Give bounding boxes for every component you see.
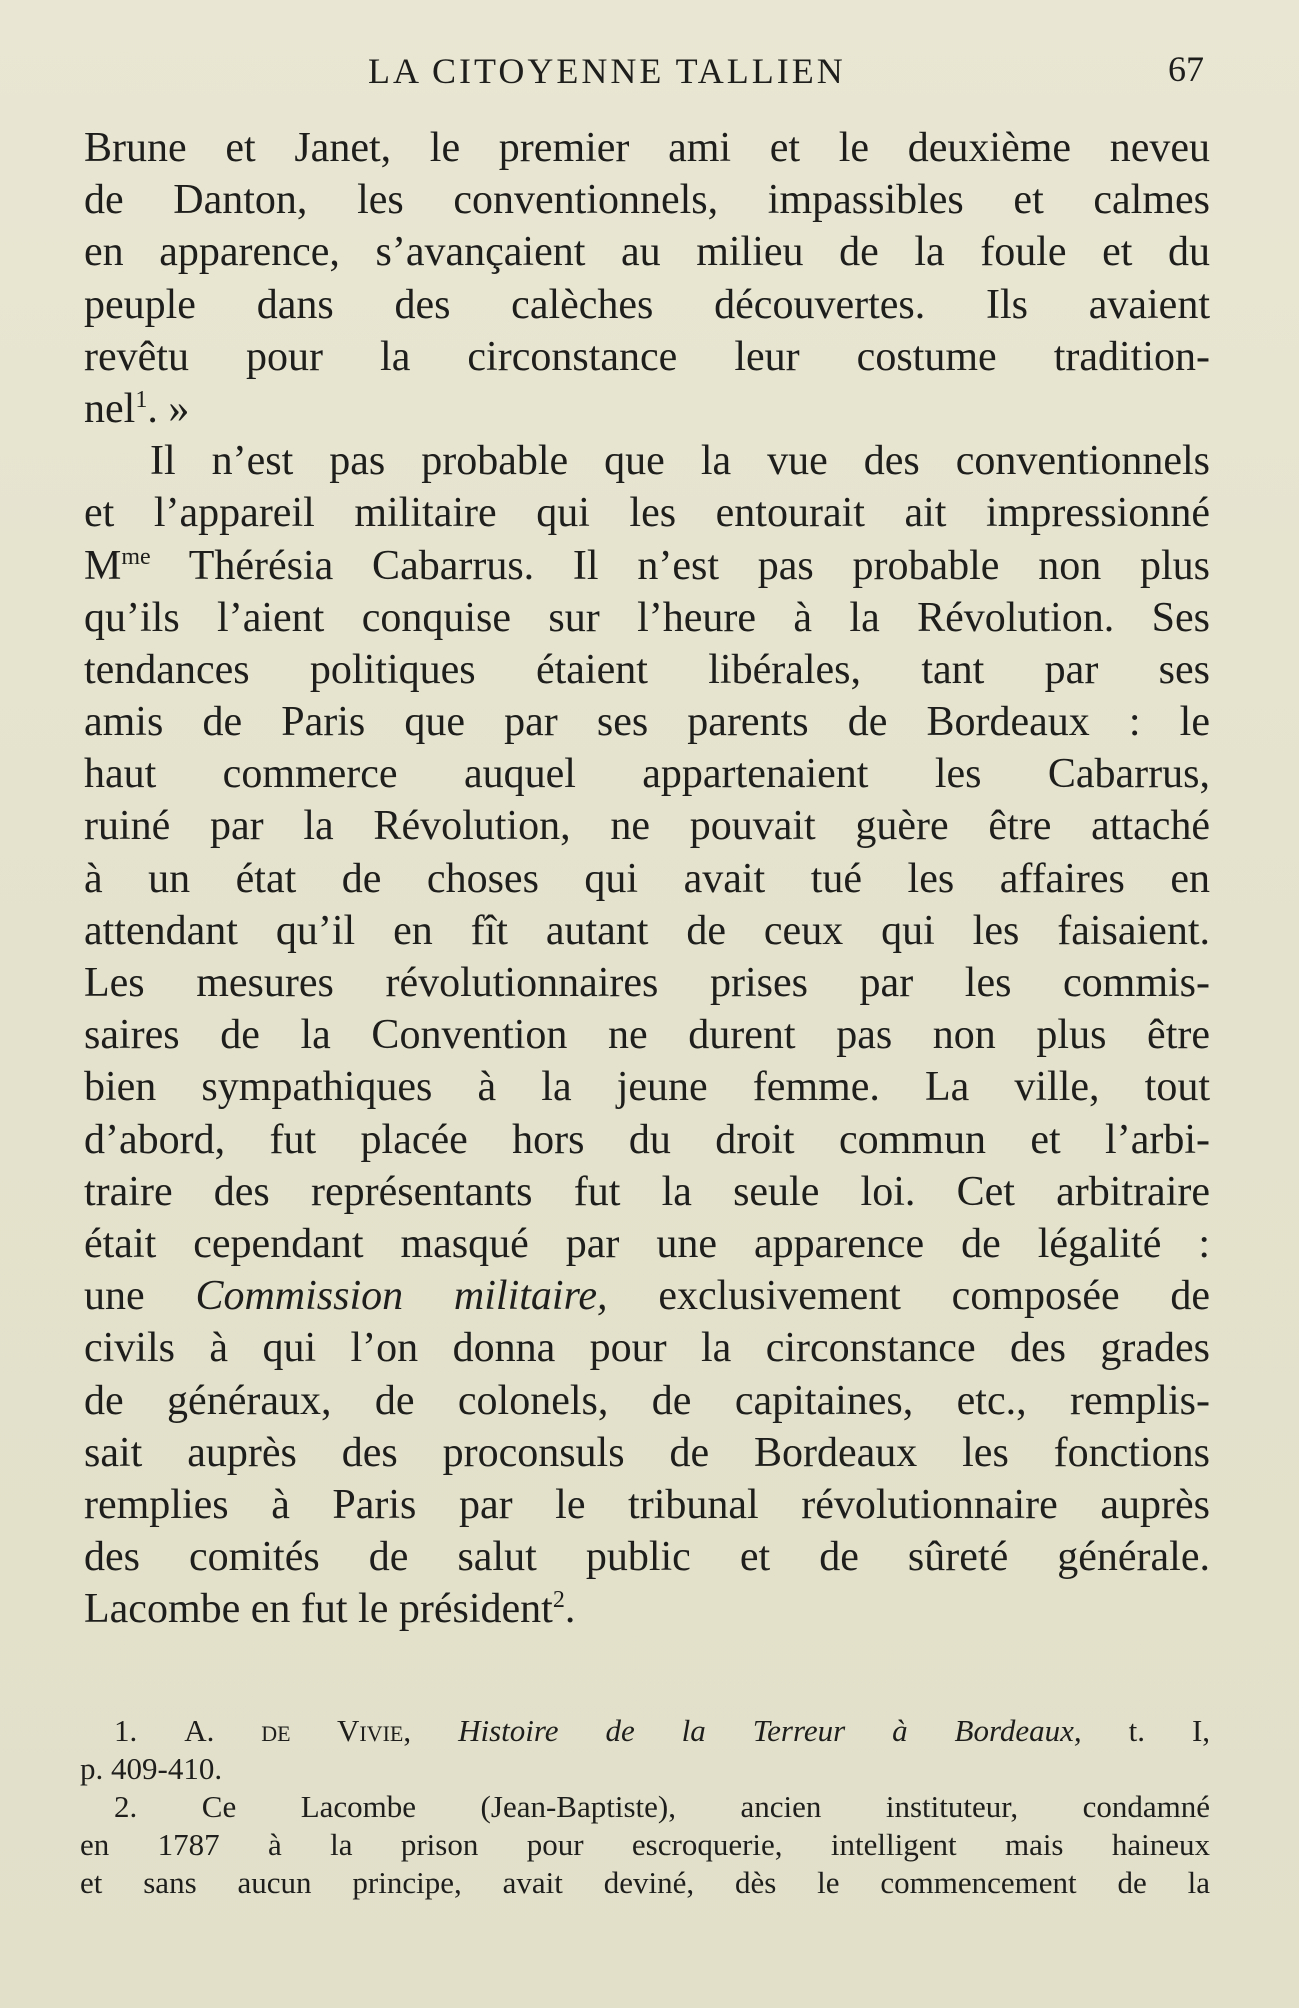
text-segment: exclusivement composée de	[658, 1273, 1211, 1320]
footnote-line: p. 409-410.	[80, 1751, 223, 1786]
footnote-line: en 1787 à la prison pour escroquerie, intelligent mais haineux	[80, 1827, 1210, 1862]
text-line: de Danton, les conventionnels, impassibles et calmes	[84, 177, 1210, 224]
text-line: revêtu pour la circonstance leur costume tradition-	[84, 333, 1210, 380]
text-line: amis de Paris que par ses parents de Bordeaux : le	[84, 699, 1210, 746]
text-segment: Lacombe en fut le président	[84, 1586, 553, 1633]
text-line: d’abord, fut placée hors du droit commun et l’arbi-	[84, 1116, 1210, 1163]
text-line: sait auprès des proconsuls de Bordeaux les fonctions	[84, 1429, 1210, 1476]
body-text	[84, 122, 1210, 1635]
text-line: ruiné par la Révolution, ne pouvait guère être attaché	[84, 803, 1210, 850]
text-line: peuple dans des calèches découvertes. Ils avaient	[84, 281, 1210, 328]
text-line: qu’ils l’aient conquise sur l’heure à la Révolution. Ses	[84, 594, 1210, 641]
text-line: en apparence, s’avançaient au milieu de la foule et du	[84, 229, 1210, 276]
text-line: de généraux, de colonels, de capitaines, etc., remplis-	[84, 1377, 1210, 1424]
text-segment: nel	[84, 385, 136, 432]
text-line: civils à qui l’on donna pour la circonstance des grades	[84, 1325, 1210, 1372]
text-line: Brune et Janet, le premier ami et le deuxième neveu	[84, 125, 1210, 171]
text-line: tendances politiques étaient libérales, tant par ses	[84, 646, 1210, 693]
text-line: saires de la Convention ne durent pas non plus être	[84, 1012, 1210, 1059]
text-line	[84, 383, 1210, 435]
text-line: Il n’est pas probable que la vue des conventionnels	[150, 438, 1210, 485]
title-abbrev: M	[84, 542, 122, 589]
text-line	[84, 1583, 1210, 1635]
text-line: attendant qu’il en fît autant de ceux qui les faisaient.	[84, 907, 1210, 954]
footnote-ref: 2	[552, 1587, 565, 1614]
text-line: remplies à Paris par le tribunal révolutionnaire auprès	[84, 1481, 1210, 1528]
text-line: à un état de choses qui avait tué les affaires en	[84, 855, 1210, 902]
italic-term: Commission militaire,	[195, 1273, 608, 1320]
footnotes	[80, 1712, 1210, 1902]
footnote-line	[80, 1712, 1210, 1750]
text-segment: une	[84, 1273, 145, 1320]
page-number: 67	[1168, 49, 1204, 89]
text-line: bien sympathiques à la jeune femme. La ville, tout	[84, 1064, 1210, 1111]
text-line: des comités de salut public et de sûreté générale.	[84, 1534, 1210, 1581]
text-line	[84, 1270, 1210, 1322]
footnote-ref: 1	[135, 386, 148, 413]
running-head	[0, 44, 1299, 94]
running-title: LA CITOYENNE TALLIEN	[368, 51, 846, 91]
footnote-line: et sans aucun principe, avait deviné, dès le commencement de la	[80, 1865, 1210, 1900]
text-line: Les mesures révolutionnaires prises par les commis-	[84, 960, 1210, 1006]
footnote-title: Histoire de la Terreur à Bordeaux,	[458, 1713, 1082, 1748]
footnote-ref-text: t. I,	[1128, 1713, 1211, 1748]
footnote-line: 2. Ce Lacombe (Jean-Baptiste), ancien instituteur, condamné	[114, 1789, 1210, 1824]
text-line: était cependant masqué par une apparence de légalité :	[84, 1220, 1210, 1267]
text-line: haut commerce auquel appartenaient les Cabarrus,	[84, 751, 1210, 798]
text-line	[84, 540, 1210, 592]
title-abbrev-sup: me	[121, 543, 151, 570]
text-segment: . »	[147, 385, 190, 432]
footnote-number: 1.	[114, 1713, 138, 1748]
text-line: traire des représentants fut la seule loi. Cet arbitraire	[84, 1168, 1210, 1215]
text-segment: Thérésia Cabarrus. Il n’est pas probable non plus	[188, 542, 1210, 589]
text-segment: .	[564, 1586, 576, 1633]
footnote-author: A. de Vivie,	[184, 1713, 412, 1748]
text-line: et l’appareil militaire qui les entourait ait impressionné	[84, 490, 1210, 537]
